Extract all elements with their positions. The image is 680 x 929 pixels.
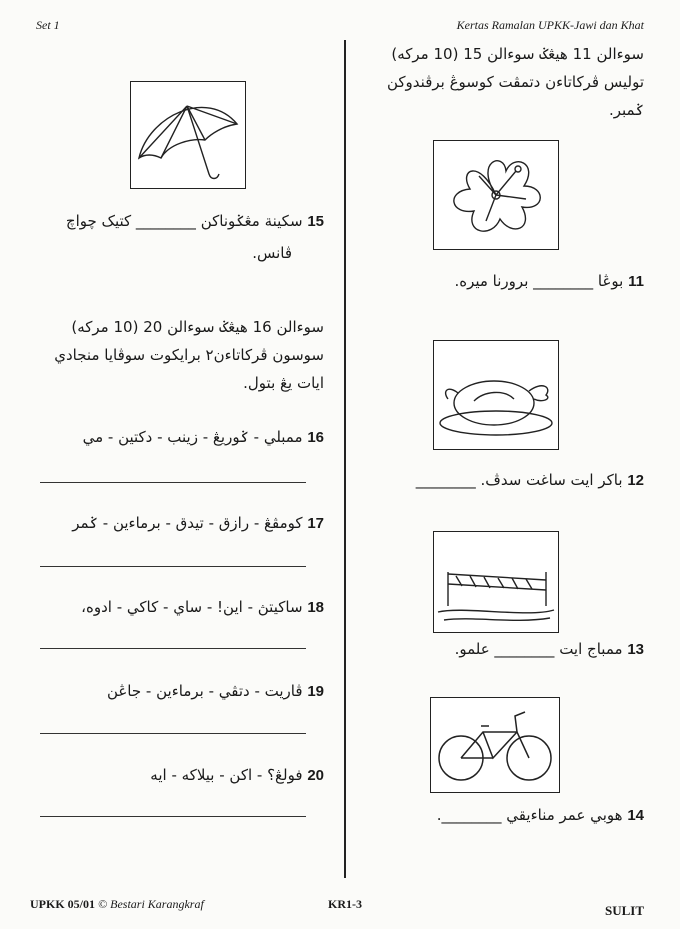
umbrella-icon xyxy=(131,82,245,188)
question-text: فولڠ؟ - اکن - بيلاکه - ايه xyxy=(150,766,303,784)
question-text: باکر ايت ساغت سدڤ. ________ xyxy=(415,471,623,489)
question-number: 14 xyxy=(627,807,644,824)
paper-code: UPKK 05/01 xyxy=(30,897,95,911)
instruction-left xyxy=(24,313,324,397)
bridge-icon xyxy=(434,532,558,632)
chicken-image xyxy=(433,340,559,450)
question-19 xyxy=(107,682,324,700)
page-code: KR1-3 xyxy=(328,897,362,911)
answer-line-18[interactable] xyxy=(40,648,306,649)
question-number: 19 xyxy=(307,683,324,700)
question-text: ممبلي - ݢوريڠ - زينب - دکتين - مي xyxy=(82,428,303,446)
question-number: 17 xyxy=(307,515,324,532)
question-11 xyxy=(454,272,644,290)
column-divider xyxy=(344,40,346,878)
question-text: کومڤڠ - رازق - تيدق - برماءين - ݢمر xyxy=(72,514,303,532)
question-number: 18 xyxy=(307,599,324,616)
bicycle-image xyxy=(430,697,560,793)
umbrella-image xyxy=(130,81,246,189)
question-number: 16 xyxy=(307,429,324,446)
instruction-line: سوءالن 11 هيڠݢ سوءالن 15 (10 مرکه) xyxy=(391,45,644,63)
bicycle-icon xyxy=(431,698,559,792)
question-16 xyxy=(83,428,324,446)
instruction-line: سوءالن 16 هيڠݢ سوءالن 20 (10 مرکه) xyxy=(71,318,324,336)
instruction-line: ݢمبر. xyxy=(608,101,644,119)
answer-line-16[interactable] xyxy=(40,482,306,483)
question-text: ساکيتڽ - اين! - ساي - کاکي - ادوه، xyxy=(81,598,303,616)
answer-line-17[interactable] xyxy=(40,566,306,567)
question-13 xyxy=(455,640,644,658)
question-text: ڤاريت - دتڤي - برماءين - جاڠن xyxy=(106,682,303,700)
hibiscus-flower-icon xyxy=(434,141,558,249)
question-15 xyxy=(66,212,324,230)
bridge-image xyxy=(433,531,559,633)
answer-line-20[interactable] xyxy=(40,816,306,817)
roast-chicken-icon xyxy=(434,341,558,449)
question-20 xyxy=(150,766,324,784)
question-number: 12 xyxy=(627,472,644,489)
question-17 xyxy=(72,514,324,532)
question-text: بوڠا ________ برورنا ميره. xyxy=(454,272,624,290)
instruction-line: ايات يڠ بتول. xyxy=(243,374,324,392)
question-12 xyxy=(416,471,644,489)
instruction-right xyxy=(344,40,644,124)
hibiscus-image xyxy=(433,140,559,250)
paper-title: Kertas Ramalan UPKK-Jawi dan Khat xyxy=(456,18,644,32)
question-18 xyxy=(81,598,324,616)
answer-line-19[interactable] xyxy=(40,733,306,734)
question-text: سکينة مڠݢوناکن ________ کتيک چواچ xyxy=(65,212,303,230)
question-number: 20 xyxy=(307,767,324,784)
question-15-line2: ڤانس. xyxy=(252,244,292,262)
sulit-label: SULIT xyxy=(604,903,644,918)
question-14 xyxy=(437,806,644,824)
question-number: 11 xyxy=(628,273,644,290)
question-number: 15 xyxy=(307,213,324,230)
publisher: © Bestari Karangkraf xyxy=(98,897,204,911)
question-text: ممباج ايت ________ علمو. xyxy=(454,640,623,658)
question-number: 13 xyxy=(627,641,644,658)
footer-left xyxy=(30,897,204,912)
set-label: Set 1 xyxy=(36,18,60,32)
question-text: هوبي عمر مناءيقي ________. xyxy=(436,806,623,824)
instruction-line: سوسون ڤرکاتاءن٢ برايکوت سوڤايا منجادي xyxy=(54,346,324,364)
instruction-line: توليس ڤرکاتاءن دتمڤت کوسوڠ برڤندوکن xyxy=(386,73,644,91)
